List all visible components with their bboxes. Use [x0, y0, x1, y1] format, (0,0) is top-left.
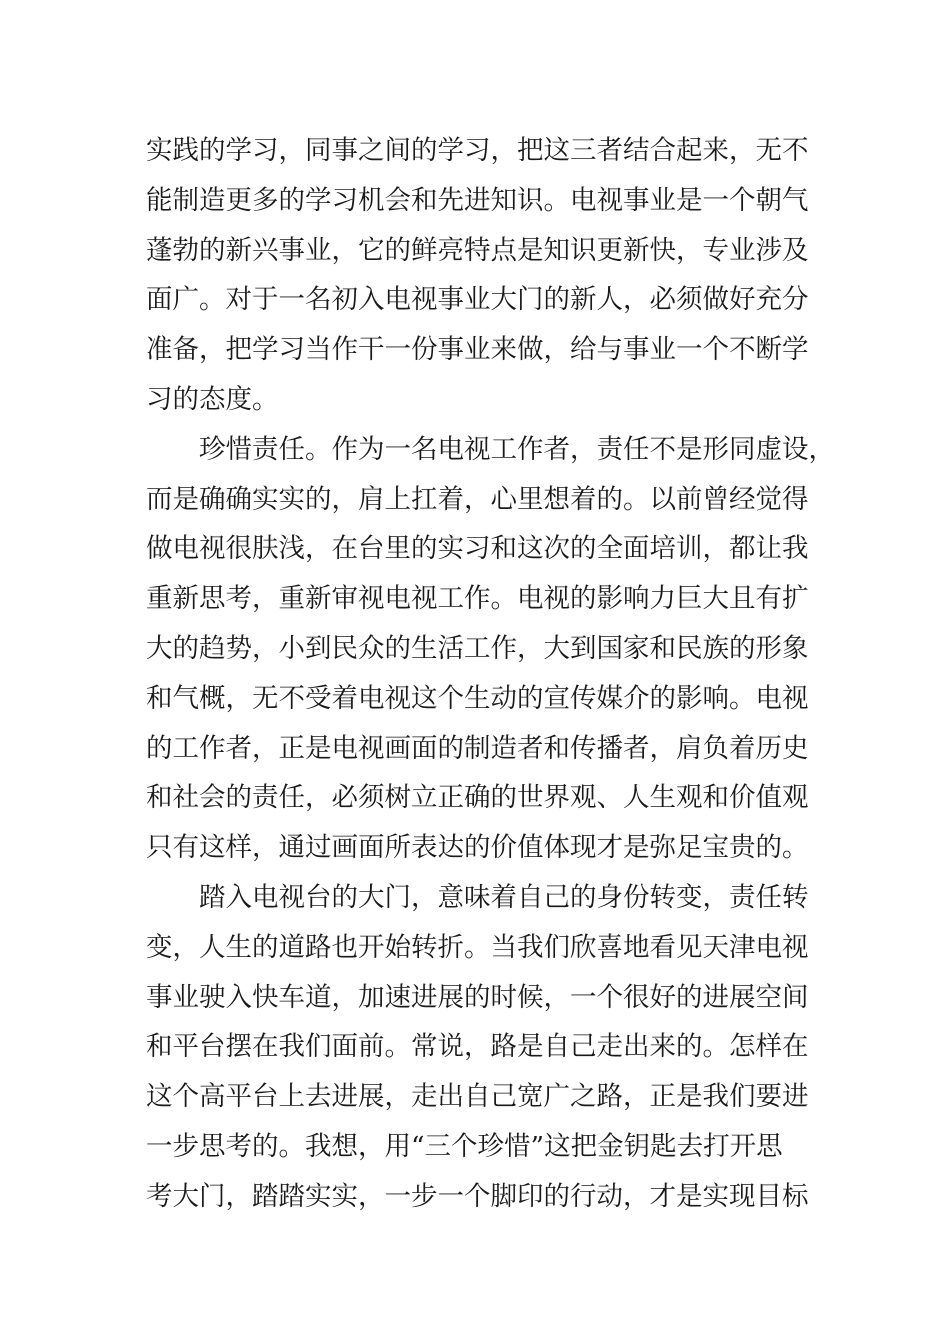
text-line: 重新思考，重新审视电视工作。电视的影响力巨大且有扩	[146, 583, 809, 615]
text-line: 和平台摆在我们面前。常说，路是自己走出来的。怎样在	[146, 1031, 809, 1063]
text-line: 大的趋势，小到民众的生活工作，大到国家和民族的形象	[146, 632, 809, 664]
text-line: 考大门，踏踏实实，一步一个脚印的行动，才是实现目标	[146, 1180, 809, 1212]
text-line: 准备，把学习当作干一份事业来做，给与事业一个不断学	[146, 334, 809, 366]
text-line: 实践的学习，同事之间的学习，把这三者结合起来，无不	[146, 135, 809, 166]
text-line: 和社会的责任，必须树立正确的世界观、人生观和价值观	[146, 782, 809, 814]
text-line: 这个高平台上去进展，走出自己宽广之路，正是我们要进	[146, 1081, 809, 1113]
text-line: 和气概，无不受着电视这个生动的宣传媒介的影响。电视	[146, 682, 809, 714]
text-line: 的工作者，正是电视画面的制造者和传播者，肩负着历史	[146, 732, 809, 764]
text-line: 做电视很肤浅，在台里的实习和这次的全面培训，都让我	[146, 533, 809, 565]
text-line: 变，人生的道路也开始转折。当我们欣喜地看见天津电视	[146, 931, 809, 963]
text-line: 只有这样，通过画面所表达的价值体现才是弥足宝贵的。	[146, 832, 809, 864]
text-line: 面广。对于一名初入电视事业大门的新人，必须做好充分	[146, 284, 809, 316]
text-line: 习的态度。	[146, 383, 279, 415]
paragraph-first-line: 踏入电视台的大门，意味着自己的身份转变，责任转	[199, 881, 809, 913]
paragraph-first-line: 珍惜责任。作为一名电视工作者，责任不是形同虚设，	[199, 433, 835, 465]
text-line: 事业驶入快车道，加速进展的时候，一个很好的进展空间	[146, 981, 809, 1013]
text-line: 而是确确实实的，肩上扛着，心里想着的。以前曾经觉得	[146, 483, 809, 515]
text-line: 一步思考的。我想，用“三个珍惜”这把金钥匙去打开思	[146, 1130, 783, 1162]
document-body	[146, 126, 835, 1222]
text-line: 能制造更多的学习机会和先进知识。电视事业是一个朝气	[146, 184, 809, 216]
text-line: 蓬勃的新兴事业，它的鲜亮特点是知识更新快，专业涉及	[146, 234, 809, 266]
